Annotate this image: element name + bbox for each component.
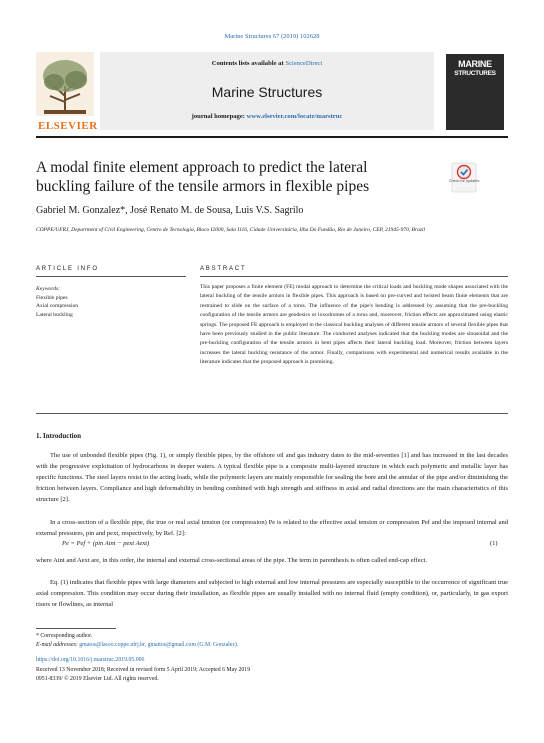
sciencedirect-link[interactable]: ScienceDirect <box>285 60 323 67</box>
header-rule <box>36 136 508 138</box>
journal-homepage <box>100 113 434 120</box>
keywords-block <box>36 285 78 319</box>
check-for-updates-icon[interactable] <box>451 162 477 193</box>
contents-prefix: Contents lists available at <box>211 60 284 67</box>
footnote <box>36 632 238 649</box>
affiliation: COPPE/UFRJ, Department of Civil Engineering, Centro de Tecnologia, Bloco I2000, Sala I116, Cidade Universitária, Ilha Do Fundão, Rio de Janeiro, CEP, 21945-970, Brazil <box>36 227 426 233</box>
intro-paragraph-1: The use of unbonded flexible pipes (Fig. 1), or simply flexible pipes, by the offshore oil and gas industry dates to the mid-seventies [1] and has increased in the last decades with the progressive exploitation of hydrocarbons in deeper waters. A typical flexible pipe is a composite multi-layered structure in which each polymeric and metallic layer has specific functions. The steel layers resist to the acting loads, while the polymeric layers are mainly responsible for sealing the bore and the annular of the pipe and/or diminishing the friction between layers. Compliance and high deformability in bending combined with high strength and stiffness in axial and radial directions are the main characteristics of this structure [2]. <box>36 452 508 503</box>
journal-reference[interactable]: Marine Structures 67 (2019) 102628 <box>224 33 320 40</box>
section-rule <box>36 413 508 414</box>
keyword-item: Flexible pipes <box>36 294 68 301</box>
article-title: A modal finite element approach to predict the lateral buckling failure of the tensile armors in flexible pipes <box>36 159 370 195</box>
received-dates: Received 13 November 2018; Received in revised form 5 April 2019; Accepted 6 May 2019 <box>36 667 251 673</box>
intro-paragraph-2: In a cross-section of a flexible pipe, the true or real axial tension (or compression) Pe is related to the effective axial tension or compression Pef and the imposed internal and external pressures, pin and pext, respectively, by Ref. [2]: <box>36 519 508 537</box>
copyright: 0951-8339/ © 2019 Elsevier Ltd. All rights reserved. <box>36 675 159 682</box>
email-links[interactable]: gmatos@laceo.coppe.ufrj.br, gmattos@gmail.com (G.M. Gonzalez). <box>79 641 239 648</box>
abstract-heading: ABSTRACT <box>200 266 247 272</box>
authors: Gabriel M. Gonzalez*, José Renato M. de Sousa, Luis V.S. Sagrilo <box>36 205 304 216</box>
intro-paragraph-4: Eq. (1) indicates that flexible pipes with large diameters and subjected to high external and low internal pressures are especially susceptible to the occurrence of significant true axial compression. This condition may occur during their installation, as flexible pipes are usually installed with no internal fluid (empty condition), or, particularly, in gas export risers or flowlines, as internal <box>36 579 508 608</box>
email-label: E-mail addresses: <box>36 641 78 648</box>
homepage-prefix: journal homepage: <box>191 113 245 120</box>
cover-line-1: MARINE <box>458 59 492 69</box>
keywords-label: Keywords: <box>36 286 61 292</box>
check-for-updates-label[interactable]: Check for updates <box>448 179 480 183</box>
article-dates <box>36 666 250 683</box>
homepage-link[interactable]: www.elsevier.com/locate/marstruc <box>246 113 343 120</box>
abstract-text: This paper proposes a finite element (FE) modal approach to determine the critical loads and buckling mode shapes associated with the lateral buckling of the tensile armors in flexible pipes. This approach is based on pre-curved and twisted beam finite elements that are restrained to slide on the surface of a torus. The influence of the pipe's bending is addressed by assuming that the pre-buckling configuration of the tensile armors are geodesics or loxodromes of a torus and, moreover, friction effects are approximated using elastic springs. The proposed FE approach is employed in the classical buckling analyses of different tensile armors of several flexible pipes that have been previously studied in the public literature. The conducted analyses indicated that the buckling modes are sinusoidal and the pre-buckling configuration of the tensile armors in bent pipes affects their lateral buckling load. Moreover, friction between layers increases the lateral buckling resistance of the armor. Finally, comparisons with experimental and numerical results available in the literature indicates that the proposed approach is promising. <box>200 284 508 366</box>
corresponding-author-note: * Corresponding author. <box>36 633 93 639</box>
journal-title: Marine Structures <box>211 84 323 100</box>
intro-paragraph-3: where Aint and Aext are, in this order, the internal and external cross-sectional areas of the pipe. The term in parenthesis is often called end-cap effect. <box>36 557 427 564</box>
article-info-rule <box>36 276 186 277</box>
journal-cover-text <box>449 60 501 78</box>
cover-line-2: STRUCTURES <box>454 70 496 77</box>
contents-line <box>100 60 434 67</box>
footnote-rule <box>36 628 116 629</box>
publisher-name: ELSEVIER <box>38 120 98 132</box>
email-line <box>36 641 238 650</box>
abstract-rule <box>200 276 508 277</box>
doi-link[interactable]: https://doi.org/10.1016/j.marstruc.2019.05.006 <box>36 657 145 663</box>
article-info-heading: ARTICLE INFO <box>36 266 99 272</box>
keyword-item: Axial compression <box>36 303 79 309</box>
keyword-item: Lateral buckling <box>36 311 73 318</box>
equation-number: (1) <box>490 540 498 547</box>
introduction-heading: 1. Introduction <box>36 432 81 440</box>
equation-1: Pe = Pef + (pin Aint − pext Aext) <box>62 540 150 547</box>
